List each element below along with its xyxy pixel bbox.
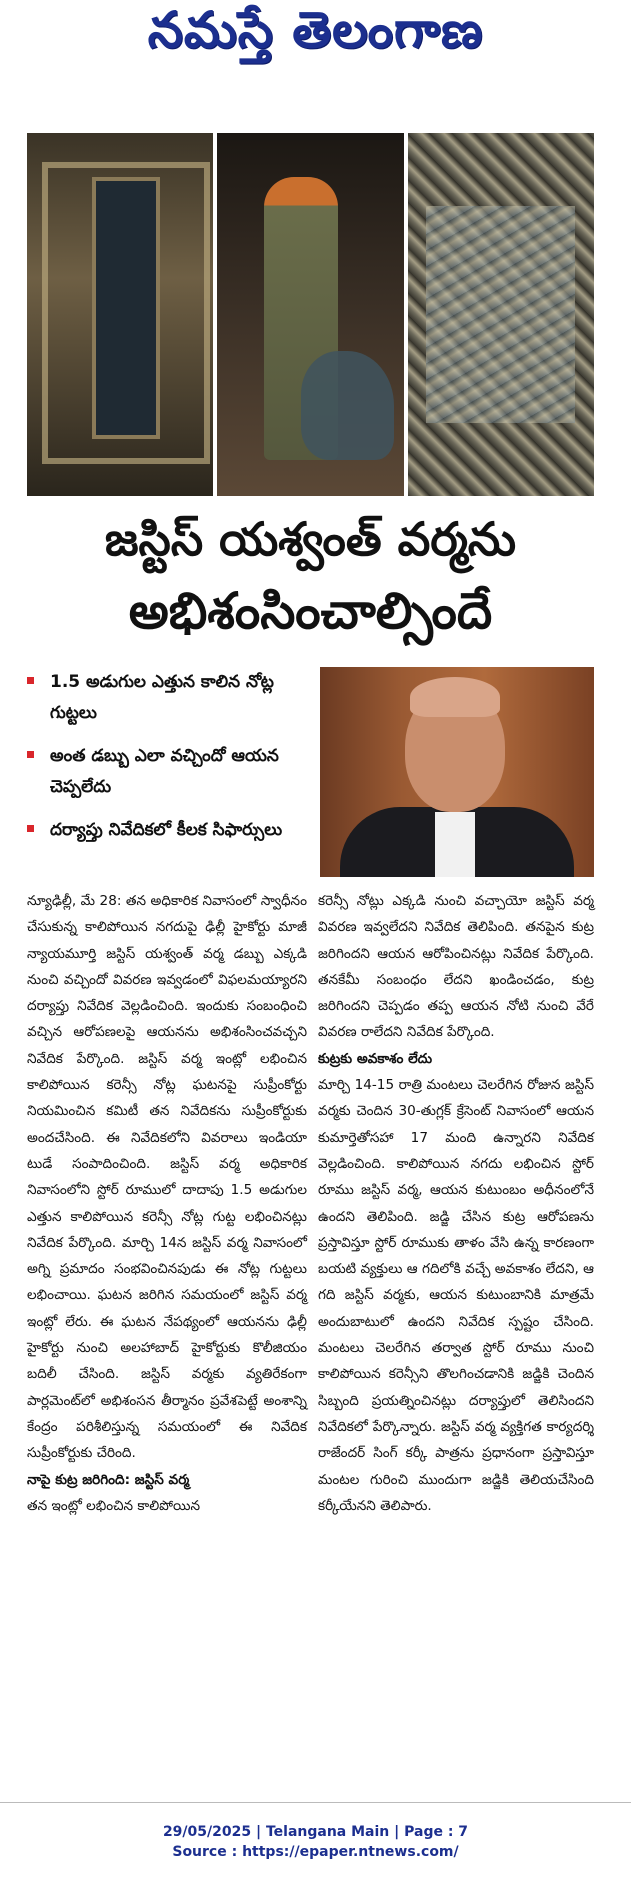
bullet-square-icon [27, 677, 34, 684]
photo-fire-door [27, 133, 213, 496]
headline-line-2: అభిశంసించాల్సిందే [128, 582, 493, 640]
highlight-text: దర్యాప్తు నివేదికలో కీలక సిఫార్సులు [50, 820, 283, 840]
highlight-item [27, 741, 317, 803]
bullet-square-icon [27, 751, 34, 758]
article-column-left [27, 888, 307, 1519]
photo-firefighter [217, 133, 403, 496]
masthead-title: నమస్తే తెలంగాణ [147, 0, 484, 59]
highlight-item [27, 815, 317, 846]
highlight-text: అంత డబ్బు ఎలా వచ్చిందో ఆయన చెప్పలేదు [50, 746, 279, 797]
highlight-item [27, 667, 317, 729]
article-paragraph: కరెన్సీ నోట్లు ఎక్కడి నుంచి వచ్చాయో జస్టిస్ వర్మ వివరణ ఇవ్వలేదని నివేదిక తెలిపింది. తనపైన కుట్ర జరిగిందని ఆయన ఆరోపించినట్లు నివేదిక పేర్కొంది. తనకేమీ సంబంధం లేదని ఖండించడం, కుట్ర జరిగిందని చెప్పడం తప్ప ఆయన నోటి నుంచి వేరే వివరణ రాలేదని నివేదిక పేర్కొంది. [318, 893, 594, 1041]
photo-burnt-notes [408, 133, 594, 496]
article-paragraph: తన ఇంట్లో లభించిన కాలిపోయిన [27, 1497, 201, 1514]
justice-portrait-photo [320, 667, 594, 877]
page-footer [0, 1822, 631, 1862]
footer-date-edition: 29/05/2025 | Telangana Main | Page : 7 [162, 1824, 469, 1840]
masthead-logo [0, 0, 631, 72]
highlights-list [27, 667, 317, 858]
article-paragraph: న్యూఢిల్లీ, మే 28: తన అధికారిక నివాసంలో స్వాధీనం చేసుకున్న కాలిపోయిన నగదుపై ఢిల్లీ హైకోర్టు మాజీ న్యాయమూర్తి జస్టిస్ యశ్వంత్ వర్మ డబ్బు ఎక్కడి నుంచి వచ్చిందో వివరణ ఇవ్వడంలో విఫలమయ్యారని దర్యాప్తు నివేదిక వెల్లడించింది. ఇందుకు సంబంధించి వచ్చిన ఆరోపణలపై ఆయనను అభిశంసించవచ్చని నివేదిక పేర్కొంది. జస్టిస్ వర్మ ఇంట్లో లభించిన కాలిపోయిన కరెన్సీ నోట్ల ఘటనపై సుప్రీంకోర్టు నియమించిన కమిటీ తన నివేదికను సుప్రీంకోర్టుకు అందచేసింది. ఈ నివేదికలోని వివరాలు ఇండియా టుడే సంపాదించింది. జస్టిస్ వర్మ అధికారిక నివాసంలోని స్టోర్ రూములో దాదాపు 1.5 అడుగుల ఎత్తున కాలిపోయిన కరెన్సీ నోట్ల గుట్ట లభించినట్లు నివేదిక పేర్కొంది. మార్చి 14న జస్టిస్ వర్మ నివాసంలో అగ్ని ప్రమాదం సంభవించినపుడు ఈ నోట్ల గుట్టలు లభించాయి. ఘటన జరిగిన సమయంలో జస్టిస్ వర్మ ఇంట్లో లేరు. ఈ ఘటన నేపథ్యంలో ఆయనను ఢిల్లీ హైకోర్టు నుంచి అలహాబాద్ హైకోర్టుకు కొలీజియం బదిలీ చేసింది. జస్టిస్ వర్మకు వ్యతిరేకంగా పార్లమెంట్‌లో అభిశంసన తీర్మానం ప్రవేశపెట్టే అంశాన్ని కేంద్రం పరిశీలిస్తున్న సమయంలో ఈ నివేదిక సుప్రీంకోర్టుకు చేరింది. [27, 893, 307, 1462]
headline-line-1: జస్టిస్ యశ్వంత్ వర్మను [104, 512, 517, 566]
footer-divider [0, 1802, 631, 1803]
article-column-right [318, 888, 594, 1519]
article-paragraph: మార్చి 14-15 రాత్రి మంటలు చెలరేగిన రోజున జస్టిస్ వర్మకు చెందిన 30-తుగ్లక్ క్రేసెంట్ నివాసంలో ఆయన కుమార్తెతోసహా 17 మంది ఉన్నారని నివేదిక వెల్లడించింది. కాలిపోయిన నగదు లభించిన స్టోర్ రూము జస్టిస్ వర్మ, ఆయన కుటుంబం అధీనంలోనే ఉందని తెలిపింది. జడ్జి చేసిన కుట్ర ఆరోపణను ప్రస్తావిస్తూ స్టోర్ రూముకు తాళం వేసి ఉన్న కారణంగా బయటి వ్యక్తులు ఆ గదిలోకి వచ్చే అవకాశం లేదని, ఆ గది జస్టిస్ వర్మకు, ఆయన కుటుంబానికి మాత్రమే అందుబాటులో ఉందని నివేదిక స్పష్టం చేసింది. మంటలు చెలరేగిన తర్వాత స్టోర్ రూము నుంచి కాలిపోయిన కరెన్సీని తొలగించడానికి జడ్జికి చెందిన సిబ్బంది ప్రయత్నించినట్లు దర్యాప్తులో తెలిసిందని నివేదికలో పేర్కొన్నారు. జస్టిస్ వర్మ వ్యక్తిగత కార్యదర్శి రాజేందర్ సింగ్ కర్కీ పాత్రను ప్రధానంగా ప్రస్తావిస్తూ మంటల గురించి ముందుగా జడ్జికి తెలియచేసింది కర్కీయేనని తెలిపారు. [318, 1077, 594, 1514]
highlight-text: 1.5 అడుగుల ఎత్తున కాలిన నోట్ల గుట్టలు [50, 672, 274, 723]
bullet-square-icon [27, 825, 34, 832]
article-subheading: నాపై కుట్ర జరిగింది: జస్టిస్ వర్మ [27, 1471, 190, 1488]
photo-strip [27, 133, 594, 496]
article-subheading: కుట్రకు అవకాశం లేదు [318, 1050, 433, 1067]
footer-source-link[interactable]: Source : https://epaper.ntnews.com/ [172, 1844, 459, 1860]
